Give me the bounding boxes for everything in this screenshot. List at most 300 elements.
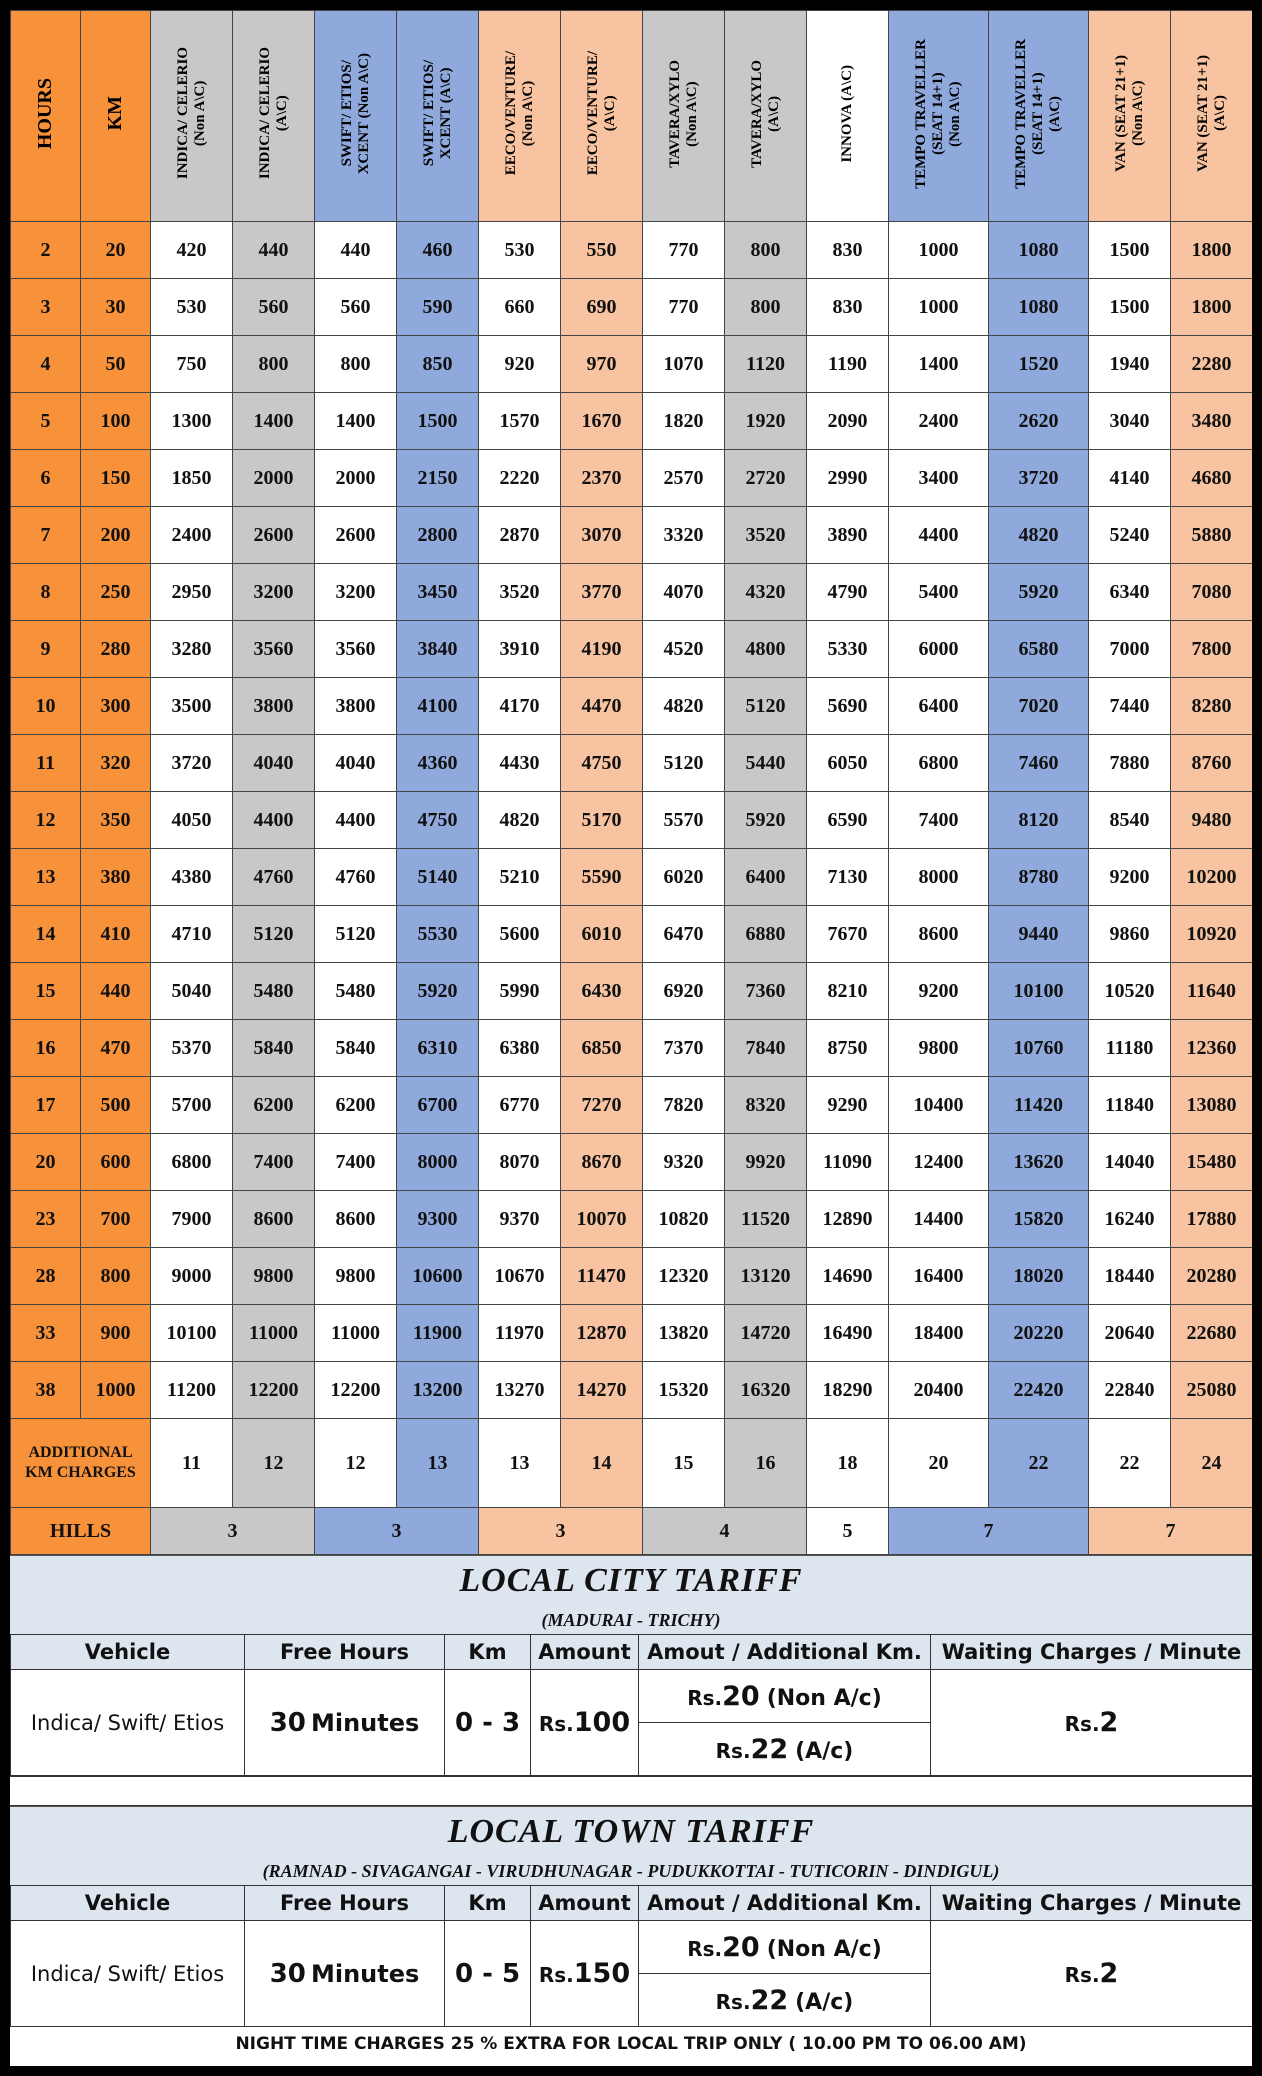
rate-cell: 7130 <box>807 849 889 906</box>
additional-km-row <box>11 1419 1253 1508</box>
rate-row <box>11 1362 1253 1419</box>
rate-cell: 5170 <box>561 792 643 849</box>
rate-cell: 2570 <box>643 450 725 507</box>
vehicle-header: INNOVA (A\C) <box>807 11 889 222</box>
vehicle-header: INDICA/ CELERIO (Non A\C) <box>151 11 233 222</box>
rate-cell: 1300 <box>151 393 233 450</box>
rate-cell: 6010 <box>561 906 643 963</box>
rate-cell: 5920 <box>989 564 1089 621</box>
rate-cell: 5920 <box>725 792 807 849</box>
rate-cell: 4820 <box>989 507 1089 564</box>
rate-cell: 1500 <box>1089 279 1171 336</box>
rate-cell: 5120 <box>643 735 725 792</box>
rate-cell: 7370 <box>643 1020 725 1077</box>
rate-cell: 7270 <box>561 1077 643 1134</box>
rate-row <box>11 792 1253 849</box>
hours-cell: 7 <box>11 507 81 564</box>
rate-cell: 8600 <box>233 1191 315 1248</box>
rate-cell: 2280 <box>1171 336 1253 393</box>
rate-cell: 770 <box>643 279 725 336</box>
rate-cell: 7670 <box>807 906 889 963</box>
rate-cell: 830 <box>807 222 889 279</box>
vehicle-header-row <box>11 11 1253 222</box>
rate-cell: 9800 <box>889 1020 989 1077</box>
vehicle-header: SWIFT/ ETIOS/ XCENT (A\C) <box>397 11 479 222</box>
rate-row <box>11 1248 1253 1305</box>
rate-cell: 6400 <box>725 849 807 906</box>
rate-cell: 3200 <box>233 564 315 621</box>
rate-cell: 1070 <box>643 336 725 393</box>
hills-cell: 3 <box>151 1508 315 1555</box>
rate-cell: 12400 <box>889 1134 989 1191</box>
rate-cell: 16400 <box>889 1248 989 1305</box>
rate-cell: 7400 <box>233 1134 315 1191</box>
additional-km-label <box>11 1419 151 1508</box>
rate-row <box>11 564 1253 621</box>
rate-cell: 1940 <box>1089 336 1171 393</box>
rate-cell: 18440 <box>1089 1248 1171 1305</box>
hills-cell: 3 <box>315 1508 479 1555</box>
rate-cell: 970 <box>561 336 643 393</box>
km-cell: 350 <box>81 792 151 849</box>
rate-cell: 7460 <box>989 735 1089 792</box>
rate-cell: 22420 <box>989 1362 1089 1419</box>
amount-cell: Rs.100 <box>531 1670 639 1776</box>
rate-cell: 10520 <box>1089 963 1171 1020</box>
rate-cell: 17880 <box>1171 1191 1253 1248</box>
vehicle-header: TEMPO TRAVELLER (SEAT 14+1) (Non A\C) <box>889 11 989 222</box>
rate-cell: 5840 <box>315 1020 397 1077</box>
free-hours-cell: 30 Minutes <box>245 1670 445 1776</box>
rate-cell: 9920 <box>725 1134 807 1191</box>
rate-cell: 10820 <box>643 1191 725 1248</box>
column-header: Amount <box>531 1886 639 1921</box>
additional-km-cell: 12 <box>315 1419 397 1508</box>
km-cell: 150 <box>81 450 151 507</box>
rate-cell: 18290 <box>807 1362 889 1419</box>
rate-cell: 9480 <box>1171 792 1253 849</box>
column-header: Km <box>445 1886 531 1921</box>
tariff-sheet <box>10 10 1252 2066</box>
town-tariff-header-row <box>11 1886 1253 1921</box>
additional-km-cell: 18 <box>807 1419 889 1508</box>
rate-cell: 9320 <box>643 1134 725 1191</box>
outstation-rate-table <box>10 10 1252 1555</box>
rate-cell: 4070 <box>643 564 725 621</box>
additional-km-cell: 20 <box>889 1419 989 1508</box>
rate-cell: 11090 <box>807 1134 889 1191</box>
hours-cell: 11 <box>11 735 81 792</box>
hours-cell: 4 <box>11 336 81 393</box>
rate-cell: 7840 <box>725 1020 807 1077</box>
km-cell: 470 <box>81 1020 151 1077</box>
rate-cell: 3770 <box>561 564 643 621</box>
rate-cell: 690 <box>561 279 643 336</box>
rate-cell: 16490 <box>807 1305 889 1362</box>
rate-cell: 920 <box>479 336 561 393</box>
rate-cell: 3500 <box>151 678 233 735</box>
rate-cell: 12890 <box>807 1191 889 1248</box>
rate-cell: 1670 <box>561 393 643 450</box>
rate-cell: 14690 <box>807 1248 889 1305</box>
rate-cell: 11900 <box>397 1305 479 1362</box>
rate-cell: 11840 <box>1089 1077 1171 1134</box>
hills-cell: 7 <box>1089 1508 1253 1555</box>
hours-cell: 23 <box>11 1191 81 1248</box>
rate-cell: 1000 <box>889 222 989 279</box>
rate-cell: 5570 <box>643 792 725 849</box>
rate-cell: 18400 <box>889 1305 989 1362</box>
rate-table-body <box>11 222 1253 1555</box>
rate-row <box>11 507 1253 564</box>
rate-cell: 3400 <box>889 450 989 507</box>
rate-cell: 7000 <box>1089 621 1171 678</box>
km-cell: 300 <box>81 678 151 735</box>
rate-cell: 10760 <box>989 1020 1089 1077</box>
rate-cell: 9000 <box>151 1248 233 1305</box>
rate-cell: 1080 <box>989 279 1089 336</box>
rate-cell: 16240 <box>1089 1191 1171 1248</box>
rate-cell: 10600 <box>397 1248 479 1305</box>
rate-cell: 1120 <box>725 336 807 393</box>
rate-cell: 20400 <box>889 1362 989 1419</box>
rate-cell: 8670 <box>561 1134 643 1191</box>
rate-cell: 10920 <box>1171 906 1253 963</box>
rate-row <box>11 1077 1253 1134</box>
rate-cell: 4710 <box>151 906 233 963</box>
km-cell: 250 <box>81 564 151 621</box>
rate-cell: 6590 <box>807 792 889 849</box>
rate-cell: 440 <box>233 222 315 279</box>
hours-cell: 8 <box>11 564 81 621</box>
rate-row <box>11 1305 1253 1362</box>
additional-km-cell: 13 <box>397 1419 479 1508</box>
rate-cell: 5480 <box>233 963 315 1020</box>
column-header: Amount <box>531 1635 639 1670</box>
rate-cell: 800 <box>725 222 807 279</box>
rate-cell: 13270 <box>479 1362 561 1419</box>
km-cell: 0 - 5 <box>445 1921 531 2027</box>
rate-cell: 3840 <box>397 621 479 678</box>
rate-cell: 1080 <box>989 222 1089 279</box>
vehicle-header: EECO/VENTURE/ (Non A\C) <box>479 11 561 222</box>
rate-cell: 3070 <box>561 507 643 564</box>
rate-cell: 11520 <box>725 1191 807 1248</box>
rate-cell: 2370 <box>561 450 643 507</box>
rate-row <box>11 678 1253 735</box>
rate-cell: 2600 <box>233 507 315 564</box>
city-tariff-title: LOCAL CITY TARIFF <box>10 1555 1252 1606</box>
rate-cell: 6000 <box>889 621 989 678</box>
rate-cell: 14720 <box>725 1305 807 1362</box>
rate-row <box>11 849 1253 906</box>
vehicle-header: INDICA/ CELERIO (A\C) <box>233 11 315 222</box>
rate-cell: 2400 <box>151 507 233 564</box>
rate-cell: 5370 <box>151 1020 233 1077</box>
rate-cell: 4190 <box>561 621 643 678</box>
rate-cell: 12870 <box>561 1305 643 1362</box>
rate-cell: 8600 <box>889 906 989 963</box>
rate-cell: 3560 <box>315 621 397 678</box>
rate-cell: 11640 <box>1171 963 1253 1020</box>
rate-cell: 7440 <box>1089 678 1171 735</box>
rate-cell: 3320 <box>643 507 725 564</box>
rate-row <box>11 1134 1253 1191</box>
waiting-charge-cell: Rs.2 <box>931 1921 1253 2027</box>
rate-cell: 530 <box>151 279 233 336</box>
rate-cell: 14040 <box>1089 1134 1171 1191</box>
column-header: Free Hours <box>245 1635 445 1670</box>
rate-cell: 6310 <box>397 1020 479 1077</box>
km-cell: 280 <box>81 621 151 678</box>
rate-cell: 3480 <box>1171 393 1253 450</box>
rate-cell: 5480 <box>315 963 397 1020</box>
rate-cell: 9200 <box>1089 849 1171 906</box>
rate-cell: 22840 <box>1089 1362 1171 1419</box>
rate-cell: 560 <box>315 279 397 336</box>
town-tariff-subtitle: (RAMNAD - SIVAGANGAI - VIRUDHUNAGAR - PUDUKKOTTAI - TUTICORIN - DINDIGUL) <box>10 1857 1252 1885</box>
night-charges-note: NIGHT TIME CHARGES 25 % EXTRA FOR LOCAL TRIP ONLY ( 10.00 PM TO 06.00 AM) <box>10 2027 1252 2060</box>
rate-cell: 6800 <box>889 735 989 792</box>
hours-cell: 14 <box>11 906 81 963</box>
rate-cell: 1400 <box>889 336 989 393</box>
town-tariff-row <box>11 1921 1253 1974</box>
rate-cell: 20220 <box>989 1305 1089 1362</box>
rate-cell: 1820 <box>643 393 725 450</box>
rate-cell: 20280 <box>1171 1248 1253 1305</box>
rate-row <box>11 393 1253 450</box>
additional-ac-cell: Rs.22 (A/c) <box>639 1723 931 1776</box>
rate-cell: 1800 <box>1171 222 1253 279</box>
rate-cell: 850 <box>397 336 479 393</box>
hours-cell: 20 <box>11 1134 81 1191</box>
rate-cell: 4100 <box>397 678 479 735</box>
rate-cell: 8760 <box>1171 735 1253 792</box>
km-cell: 50 <box>81 336 151 393</box>
rate-cell: 5120 <box>315 906 397 963</box>
rate-cell: 14400 <box>889 1191 989 1248</box>
hours-cell: 12 <box>11 792 81 849</box>
hours-cell: 10 <box>11 678 81 735</box>
rate-cell: 800 <box>233 336 315 393</box>
rate-cell: 8750 <box>807 1020 889 1077</box>
rate-cell: 1000 <box>889 279 989 336</box>
rate-cell: 11200 <box>151 1362 233 1419</box>
hours-cell: 33 <box>11 1305 81 1362</box>
rate-cell: 10100 <box>151 1305 233 1362</box>
rate-cell: 8280 <box>1171 678 1253 735</box>
rate-row <box>11 621 1253 678</box>
town-tariff-table <box>10 1885 1252 2027</box>
additional-km-cell: 22 <box>1089 1419 1171 1508</box>
rate-row <box>11 450 1253 507</box>
rate-cell: 5840 <box>233 1020 315 1077</box>
rate-cell: 3720 <box>989 450 1089 507</box>
rate-cell: 5700 <box>151 1077 233 1134</box>
rate-cell: 13820 <box>643 1305 725 1362</box>
km-cell: 440 <box>81 963 151 1020</box>
rate-cell: 15820 <box>989 1191 1089 1248</box>
rate-cell: 4140 <box>1089 450 1171 507</box>
rate-row <box>11 279 1253 336</box>
rate-cell: 5400 <box>889 564 989 621</box>
rate-cell: 1190 <box>807 336 889 393</box>
rate-cell: 1400 <box>315 393 397 450</box>
city-tariff-table <box>10 1634 1252 1776</box>
rate-cell: 750 <box>151 336 233 393</box>
section-divider <box>10 1776 1252 1806</box>
rate-cell: 2990 <box>807 450 889 507</box>
rate-cell: 12200 <box>315 1362 397 1419</box>
rate-cell: 4750 <box>397 792 479 849</box>
rate-cell: 550 <box>561 222 643 279</box>
additional-km-cell: 14 <box>561 1419 643 1508</box>
rate-cell: 1850 <box>151 450 233 507</box>
rate-cell: 8780 <box>989 849 1089 906</box>
rate-cell: 13620 <box>989 1134 1089 1191</box>
rate-cell: 11420 <box>989 1077 1089 1134</box>
rate-cell: 3800 <box>315 678 397 735</box>
rate-cell: 16320 <box>725 1362 807 1419</box>
rate-cell: 4320 <box>725 564 807 621</box>
rate-cell: 6700 <box>397 1077 479 1134</box>
rate-cell: 2600 <box>315 507 397 564</box>
km-cell: 700 <box>81 1191 151 1248</box>
rate-cell: 12360 <box>1171 1020 1253 1077</box>
km-cell: 410 <box>81 906 151 963</box>
column-header: Vehicle <box>11 1635 245 1670</box>
rate-cell: 7900 <box>151 1191 233 1248</box>
rate-cell: 10070 <box>561 1191 643 1248</box>
hills-cell: 7 <box>889 1508 1089 1555</box>
rate-cell: 6020 <box>643 849 725 906</box>
rate-cell: 9800 <box>233 1248 315 1305</box>
rate-cell: 460 <box>397 222 479 279</box>
rate-cell: 530 <box>479 222 561 279</box>
town-tariff-title: LOCAL TOWN TARIFF <box>10 1806 1252 1857</box>
rate-cell: 3280 <box>151 621 233 678</box>
rate-row <box>11 336 1253 393</box>
rate-cell: 5920 <box>397 963 479 1020</box>
rate-cell: 6470 <box>643 906 725 963</box>
rate-cell: 4430 <box>479 735 561 792</box>
rate-cell: 9860 <box>1089 906 1171 963</box>
hours-cell: 28 <box>11 1248 81 1305</box>
vehicle-header: TAVERA/XYLO (A\C) <box>725 11 807 222</box>
rate-cell: 1920 <box>725 393 807 450</box>
rate-cell: 6200 <box>315 1077 397 1134</box>
rate-cell: 4520 <box>643 621 725 678</box>
rate-cell: 8210 <box>807 963 889 1020</box>
rate-cell: 11180 <box>1089 1020 1171 1077</box>
km-cell: 600 <box>81 1134 151 1191</box>
rate-cell: 2000 <box>315 450 397 507</box>
rate-cell: 3040 <box>1089 393 1171 450</box>
hours-cell: 17 <box>11 1077 81 1134</box>
rate-cell: 4760 <box>233 849 315 906</box>
rate-cell: 5040 <box>151 963 233 1020</box>
km-cell: 100 <box>81 393 151 450</box>
free-hours-cell: 30 Minutes <box>245 1921 445 2027</box>
hills-label: HILLS <box>11 1508 151 1555</box>
rate-cell: 18020 <box>989 1248 1089 1305</box>
rate-cell: 3560 <box>233 621 315 678</box>
rate-cell: 5240 <box>1089 507 1171 564</box>
rate-cell: 4400 <box>315 792 397 849</box>
vehicle-header: VAN (SEAT 21+1) (A\C) <box>1171 11 1253 222</box>
waiting-charge-cell: Rs.2 <box>931 1670 1253 1776</box>
rate-cell: 4050 <box>151 792 233 849</box>
rate-cell: 13200 <box>397 1362 479 1419</box>
rate-cell: 11000 <box>233 1305 315 1362</box>
rate-cell: 8000 <box>397 1134 479 1191</box>
rate-cell: 660 <box>479 279 561 336</box>
rate-cell: 3720 <box>151 735 233 792</box>
rate-cell: 5120 <box>725 678 807 735</box>
additional-ac-cell: Rs.22 (A/c) <box>639 1974 931 2027</box>
vehicle-header: EECO/VENTURE/ (A\C) <box>561 11 643 222</box>
additional-km-cell: 16 <box>725 1419 807 1508</box>
rate-cell: 2720 <box>725 450 807 507</box>
hours-cell: 3 <box>11 279 81 336</box>
rate-cell: 9300 <box>397 1191 479 1248</box>
rate-cell: 10670 <box>479 1248 561 1305</box>
rate-cell: 9290 <box>807 1077 889 1134</box>
rate-cell: 6050 <box>807 735 889 792</box>
rate-cell: 8320 <box>725 1077 807 1134</box>
km-header: KM <box>81 11 151 222</box>
hills-row <box>11 1508 1253 1555</box>
rate-row <box>11 963 1253 1020</box>
km-cell: 0 - 3 <box>445 1670 531 1776</box>
rate-cell: 15320 <box>643 1362 725 1419</box>
rate-cell: 10100 <box>989 963 1089 1020</box>
rate-cell: 2220 <box>479 450 561 507</box>
rate-cell: 4790 <box>807 564 889 621</box>
rate-row <box>11 906 1253 963</box>
rate-cell: 20640 <box>1089 1305 1171 1362</box>
rate-cell: 5330 <box>807 621 889 678</box>
column-header: Waiting Charges / Minute <box>931 1635 1253 1670</box>
km-cell: 900 <box>81 1305 151 1362</box>
vehicle-cell: Indica/ Swift/ Etios <box>11 1921 245 2027</box>
rate-cell: 4820 <box>643 678 725 735</box>
rate-cell: 6430 <box>561 963 643 1020</box>
rate-row <box>11 1020 1253 1077</box>
additional-non-ac-cell: Rs.20 (Non A/c) <box>639 1670 931 1723</box>
rate-cell: 800 <box>315 336 397 393</box>
vehicle-header: SWIFT/ ETIOS/ XCENT (Non A\C) <box>315 11 397 222</box>
rate-cell: 2800 <box>397 507 479 564</box>
rate-cell: 1570 <box>479 393 561 450</box>
city-tariff-row <box>11 1670 1253 1723</box>
rate-cell: 9370 <box>479 1191 561 1248</box>
vehicle-header: VAN (SEAT 21+1) (Non A\C) <box>1089 11 1171 222</box>
column-header: Km <box>445 1635 531 1670</box>
rate-cell: 7400 <box>889 792 989 849</box>
rate-cell: 5440 <box>725 735 807 792</box>
hours-cell: 6 <box>11 450 81 507</box>
rate-cell: 830 <box>807 279 889 336</box>
additional-km-cell: 22 <box>989 1419 1089 1508</box>
rate-cell: 9440 <box>989 906 1089 963</box>
rate-cell: 4470 <box>561 678 643 735</box>
additional-km-cell: 15 <box>643 1419 725 1508</box>
hours-cell: 38 <box>11 1362 81 1419</box>
rate-cell: 25080 <box>1171 1362 1253 1419</box>
rate-row <box>11 222 1253 279</box>
rate-cell: 5140 <box>397 849 479 906</box>
